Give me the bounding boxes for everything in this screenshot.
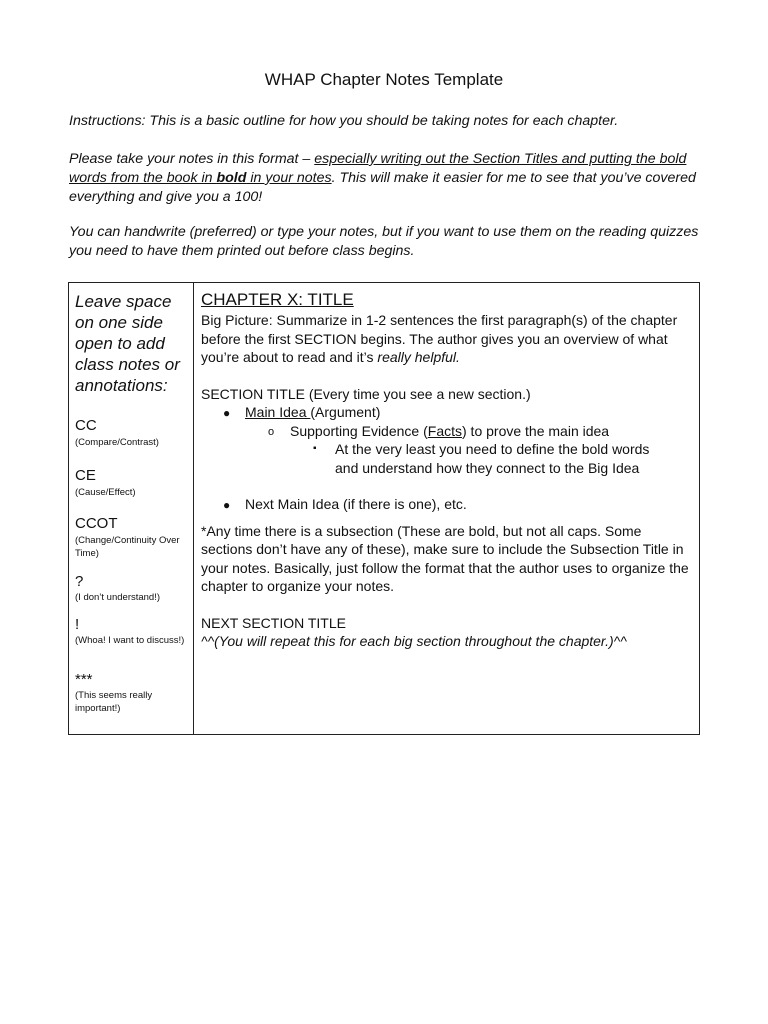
format-paragraph <box>69 150 709 207</box>
evidence-row <box>201 422 692 441</box>
format-post: . This will make it easier for me to see that you’ve covered everything and give you a 100! <box>69 170 696 205</box>
big-picture-pre: Big Picture: Summarize in 1-2 sentences the first paragraph(s) of the chapter before the first SECTION begins. The author gives you an overview of what you’re about to read and it’s <box>201 312 678 365</box>
evidence-text <box>290 422 609 441</box>
evidence-post: ) to prove the main idea <box>462 422 610 439</box>
notes-template-table <box>68 282 700 735</box>
abbr-ce-desc: (Cause/Effect) <box>75 487 136 498</box>
subsection-note: *Any time there is a subsection (These are bold, but not all caps. Some sections don’t have any of these), make sure to include the Subsection Title in your notes. Basically, just follow the format that the author uses to organize the chapter to organize your notes. <box>201 522 689 594</box>
big-picture-text <box>201 311 692 367</box>
least-line-2: and understand how they connect to the Big Idea <box>335 459 640 476</box>
abbr-exclaim-desc: (Whoa! I want to discuss!) <box>75 635 185 646</box>
abbr-ccot: CCOT <box>75 515 118 532</box>
page-title: WHAP Chapter Notes Template <box>264 70 504 89</box>
instructions-text: Instructions: This is a basic outline for how you should be taking notes for each chapter. <box>69 113 619 129</box>
main-idea-row <box>201 403 692 422</box>
format-underline-2: in your notes <box>246 170 332 186</box>
abbr-question-desc: (I don’t understand!) <box>75 592 161 603</box>
annotation-heading: Leave space on one side open to add class notes or annotations: <box>75 292 180 395</box>
format-underline-1: especially writing out the Section Titles and putting the bold words from the book in <box>69 151 687 186</box>
notes-column <box>194 283 699 734</box>
least-line-1: At the very least you need to define the bold words <box>335 441 650 457</box>
abbr-stars: *** <box>75 671 93 688</box>
main-idea-text <box>245 403 380 422</box>
evidence-pre: Supporting Evidence ( <box>290 422 428 439</box>
handwrite-paragraph: You can handwrite (preferred) or type your notes, but if you want to use them on the reading quizzes you need to have them printed out before class begins. <box>69 224 699 259</box>
repeat-note: ^^(You will repeat this for each big section throughout the chapter.)^^ <box>201 633 627 649</box>
evidence-facts: Facts <box>427 422 462 439</box>
main-idea-rest: (Argument) <box>310 404 381 420</box>
abbr-ce: CE <box>75 467 96 484</box>
section-title: SECTION TITLE (Every time you see a new section.) <box>201 385 531 402</box>
abbr-stars-desc: (This seems really important!) <box>75 690 153 714</box>
format-pre: Please take your notes in this format – <box>69 151 315 167</box>
annotation-column <box>69 283 194 734</box>
next-main-idea-text: Next Main Idea (if there is one), etc. <box>245 496 467 512</box>
chapter-title: CHAPTER X: TITLE <box>201 290 354 309</box>
next-section-title: NEXT SECTION TITLE <box>201 614 346 631</box>
abbr-question: ? <box>75 573 84 590</box>
square-bullet-icon: ▪ <box>313 443 317 454</box>
format-underline-bold: bold <box>216 170 247 186</box>
main-idea-label: Main Idea <box>245 404 311 420</box>
big-picture-em: really helpful. <box>377 349 460 365</box>
bullet-icon: ● <box>223 498 231 512</box>
abbr-cc-desc: (Compare/Contrast) <box>75 437 159 448</box>
abbr-ccot-desc: (Change/Continuity Over Time) <box>75 535 180 559</box>
least-row-1 <box>201 440 692 459</box>
abbr-exclaim: ! <box>75 616 80 633</box>
least-row-2 <box>201 459 692 478</box>
sub-bullet-icon: o <box>268 425 275 438</box>
abbr-cc: CC <box>75 417 97 434</box>
bullet-icon: ● <box>223 406 231 420</box>
next-main-idea-row <box>201 495 692 514</box>
